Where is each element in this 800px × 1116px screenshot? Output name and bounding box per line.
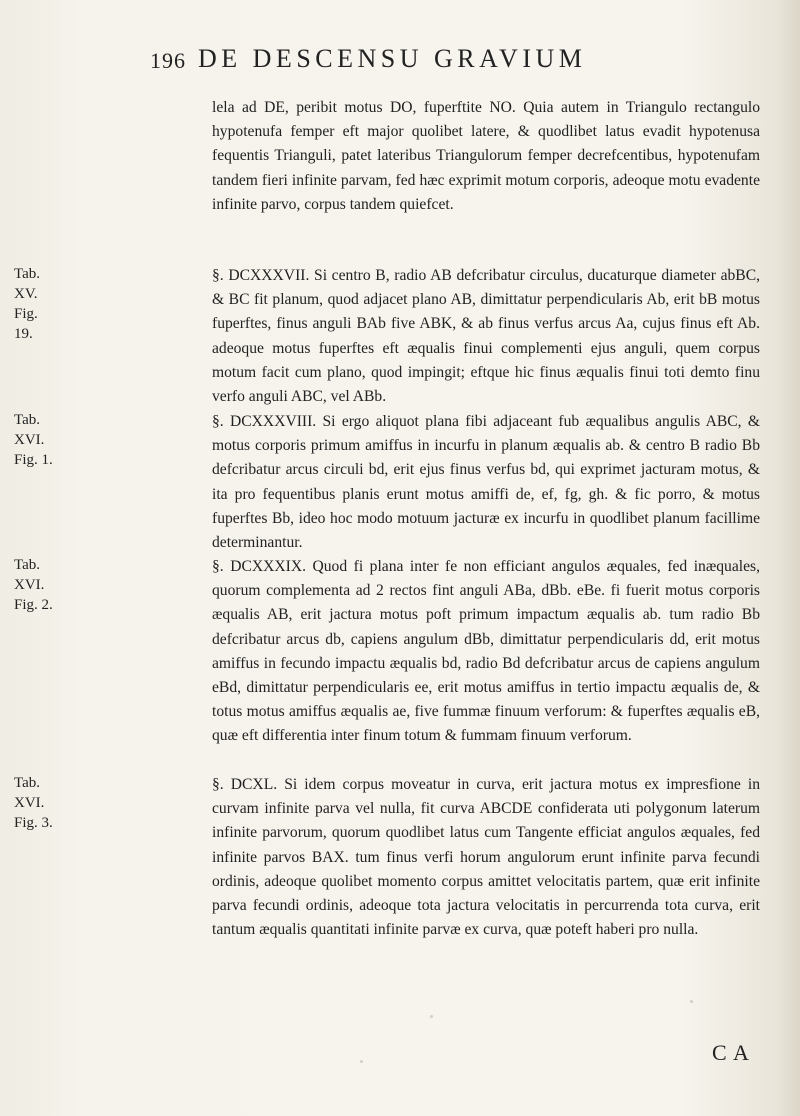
paragraph-text: §. DCXXXVII. Si centro B, radio AB defcribatur circulus, ducaturque diameter abBC, & BC fit planum, quod adjacet plano AB, dimittatur perpendicularis Ab, erit bB motus fuperftes, finus anguli BAb five ABK, & ab finus verfus arcus Aa, cujus finus eft Ab. adeoque motus fuperftes eft æqualis finui complementi ejus anguli, quem corpus motum facit cum plano, quod impingit; eftque hic finus æqualis finui toti demto finu verfo anguli ABC, vel ABb. — [212, 267, 760, 406]
margin-note-line: Fig. 1. — [14, 452, 53, 468]
paragraph-text: §. DCXL. Si idem corpus moveatur in curva, erit jactura motus ex impresfione in curvam infinite parva vel nulla, fit curva ABCDE confiderata uti polygonum laterum infinite parvorum, quorum quodlibet latus cum Tangente efficiat angulos æquales, fed infinite parvos BAX. tum finus verfi horum angulorum erunt infinite parva fecundi ordinis, adeoque quolibet momento corpus amittet velocitatis partem, quæ erit infinite parva fecundi ordinis, adeoque tota jactura velocitatis in percurrenda tota curva, erit tantum æqualis quantitati infinite parvæ ex curva, quæ poteft haberi pro nulla. — [212, 776, 760, 939]
margin-note-line: XVI. — [14, 795, 45, 811]
paragraph-text: lela ad DE, peribit motus DO, fuperftite NO. Quia autem in Triangulo rectangulo hypotenufa femper eft major quolibet latere, & quodlibet latus evadit hypotenusa fequentis Trianguli, patet lateribus Triangulorum femper decrefcentibus, hypotenufam tandem fieri infinite parvam, fed hæc exprimit motum corporis, adeoque motu evadente infinite parvo, corpus tandem quiefcet. — [212, 99, 760, 213]
paragraph-text: §. DCXXXIX. Quod fi plana inter fe non efficiant angulos æquales, fed inæquales, quorum complementa ad 2 rectos fint anguli ABa, dBb. eBe. fi fuerit motus corporis æqualis AB, erit jactura motus poft primum impactum æqualis ab. tum radio Bb defcribatur arcus db, capiens angulum dBb, dimittatur perpendicularis dd, erit motus amiffus in fecundo impactu æqualis bd, radio Bd defcribatur arcus de capiens angulum eBd, dimittatur perpendicularis ee, erit motus amiffus in tertio impactu æqualis de, & totus motus amiffus æqualis ae, five fummæ finuum verforum: & fuperftes æqualis eB, quæ eft differentia inter finum totum & fummam finuum verforum. — [212, 558, 760, 745]
paper-speck — [360, 1060, 363, 1063]
margin-note-line: Fig. 3. — [14, 815, 53, 831]
margin-note-line: Tab. — [14, 266, 41, 282]
paragraph-dcxl — [212, 773, 760, 942]
margin-note-line: XVI. — [14, 432, 45, 448]
paper-speck — [430, 1015, 433, 1018]
margin-note-tab-xv — [14, 264, 54, 344]
margin-note-line: Tab. — [14, 775, 41, 791]
signature-mark: C A — [712, 1040, 750, 1065]
margin-note-line: Fig. 19. — [14, 306, 38, 342]
running-title: DE DESCENSU GRAVIUM — [198, 44, 587, 73]
paragraph-text: §. DCXXXVIII. Si ergo aliquot plana fibi adjaceant fub æqualibus angulis ABC, & motus corporis primum amiffus in incurfu in planum æqualis ab. & centro B radio Bb defcribatur arcus circuli bd, erit ejus finus verfus bd, qui exprimet jacturam motus, & ita pro fequentibus planis erunt motus amiffi de, ef, fg, gh. & fic porro, & motus fuperftes Bb, ideo hoc modo motuum jacturæ ex incurfu in quodlibet planum facillime determinantur. — [212, 413, 760, 552]
margin-note-line: XVI. — [14, 577, 45, 593]
margin-note-tab-xvi-2 — [14, 555, 54, 615]
paper-speck — [690, 1000, 693, 1003]
page-header — [150, 44, 710, 78]
margin-note-line: Fig. 2. — [14, 597, 53, 613]
paragraph-dcxxxix — [212, 555, 760, 749]
paragraph-dcxxxviii — [212, 410, 760, 555]
paragraph-intro — [212, 96, 760, 217]
margin-note-tab-xvi-1 — [14, 410, 54, 470]
margin-note-line: Tab. — [14, 412, 41, 428]
margin-note-tab-xvi-3 — [14, 773, 54, 833]
margin-note-line: XV. — [14, 286, 38, 302]
margin-note-line: Tab. — [14, 557, 41, 573]
page-number: 196 — [150, 48, 186, 73]
paragraph-dcxxxvii — [212, 264, 760, 409]
